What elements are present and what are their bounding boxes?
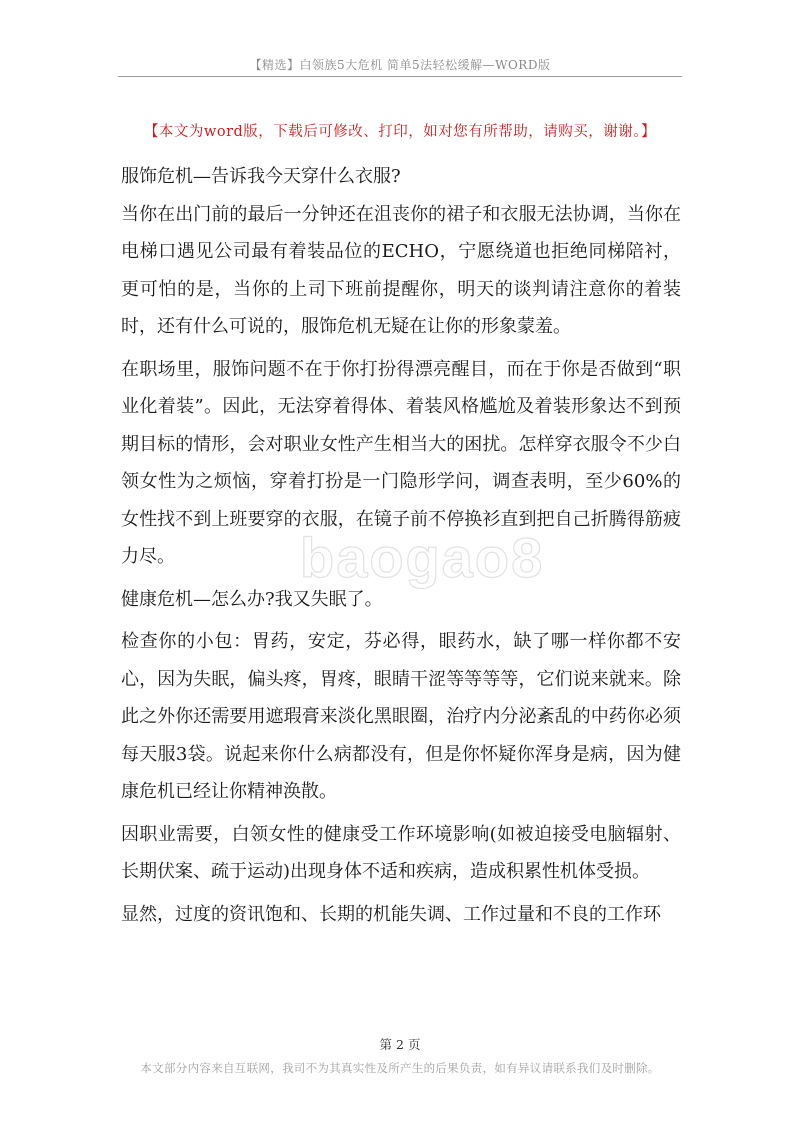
paragraph: 因职业需要，白领女性的健康受工作环境影响(如被迫接受电脑辐射、长期伏案、疏于运动)出现身体不适和疾病，造成积累性机体受损。 [121, 823, 681, 882]
page-header: 【精选】白领族5大危机 简单5法轻松缓解—WORD版 [249, 58, 551, 72]
paragraph: 显然，过度的资讯饱和、长期的机能失调、工作过量和不良的工作环 [121, 903, 661, 925]
footer-disclaimer: 本文部分内容来自互联网，我司不为其真实性及所产生的后果负责，如有异议请联系我们及时删除。 [140, 1061, 660, 1075]
paragraph: 在职场里，服饰问题不在于你打扮得漂亮醒目，而在于你是否做到“职业化着装”。因此，无法穿着得体、着装风格尴尬及着装形象达不到预期目标的情形，会对职业女性产生相当大的困扰。怎样穿衣服令不少白领女性为之烦恼，穿着打扮是一门隐形学问，调查表明，至少60%的女性找不到上班要穿的衣服，在镜子前不停换衫直到把自己折腾得筋疲力尽。 [121, 358, 681, 567]
purchase-notice: 【本文为word版，下载后可修改、打印，如对您有所帮助，请购买，谢谢。】 [143, 124, 657, 140]
section-heading-health: 健康危机—怎么办?我又失眠了。 [121, 588, 383, 610]
paragraph: 当你在出门前的最后一分钟还在沮丧你的裙子和衣服无法协调，当你在电梯口遇见公司最有着装品位的ECHO，宁愿绕道也拒绝同梯陪衬，更可怕的是，当你的上司下班前提醒你，明天的谈判请注意你的着装时，还有什么可说的，服饰危机无疑在让你的形象蒙羞。 [121, 203, 681, 337]
section-heading-clothing: 服饰危机—告诉我今天穿什么衣服? [121, 166, 401, 187]
paragraph: 检查你的小包：胃药，安定，芬必得，眼药水，缺了哪一样你都不安心，因为失眠，偏头疼，胃疼，眼睛干涩等等等等，它们说来就来。除此之外你还需要用遮瑕膏来淡化黑眼圈，治疗内分泌紊乱的中药你必须每天服3袋。说起来你什么病都没有，但是你怀疑你浑身是病，因为健康危机已经让你精神涣散。 [121, 631, 681, 802]
header-divider [118, 76, 682, 77]
document-body [121, 158, 681, 933]
watermark-logo: baogao8 [300, 526, 545, 589]
page-number: 第 2 页 [379, 1037, 421, 1052]
